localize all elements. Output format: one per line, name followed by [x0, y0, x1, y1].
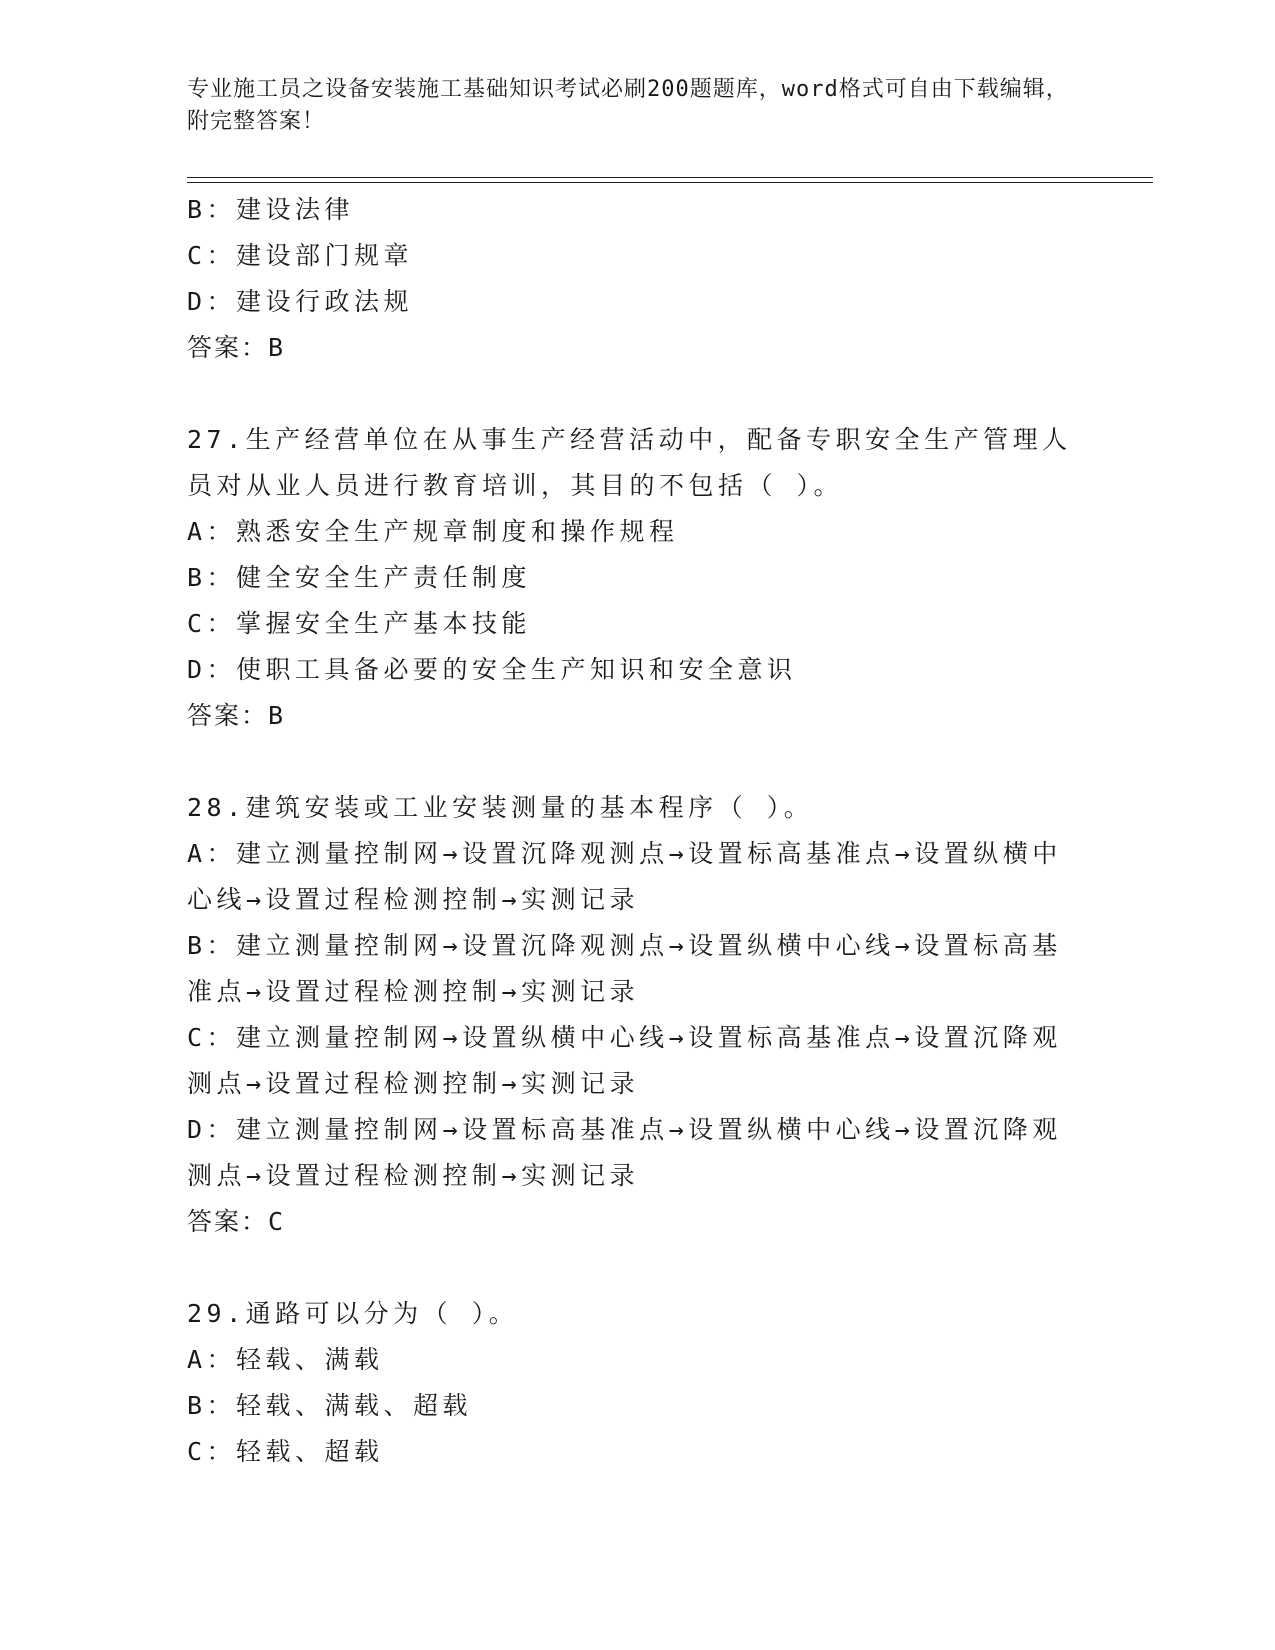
answer-value: B	[268, 701, 286, 730]
option-b: B：建设法律	[187, 195, 355, 224]
spacer	[187, 1245, 1087, 1291]
question-block-28	[187, 785, 1087, 1245]
option-a: A：轻载、满载	[187, 1345, 384, 1374]
option-a: A：熟悉安全生产规章制度和操作规程	[187, 517, 679, 546]
question-stem: 28.建筑安装或工业安装测量的基本程序（ ）。	[187, 793, 814, 822]
answer-label: 答案：	[187, 333, 269, 362]
answer-label: 答案：	[187, 701, 269, 730]
answer-line	[187, 325, 1087, 371]
spacer	[187, 739, 1087, 785]
option-d: D：建立测量控制网→设置标高基准点→设置纵横中心线→设置沉降观测点→设置过程检测控制→实测记录	[187, 1115, 1062, 1190]
option-c: C：掌握安全生产基本技能	[187, 609, 532, 638]
answer-line	[187, 1199, 1087, 1245]
option-c: C：建立测量控制网→设置纵横中心线→设置标高基准点→设置沉降观测点→设置过程检测控制→实测记录	[187, 1023, 1062, 1098]
answer-label: 答案：	[187, 1207, 269, 1236]
header-divider-top	[187, 177, 1153, 178]
option-d: D：建设行政法规	[187, 287, 414, 316]
option-d: D：使职工具备必要的安全生产知识和安全意识	[187, 655, 797, 684]
answer-value: C	[268, 1207, 286, 1236]
option-b: B：轻载、满载、超载	[187, 1391, 473, 1420]
document-header: 专业施工员之设备安装施工基础知识考试必刷200题题库，word格式可自由下载编辑，附完整答案！	[187, 77, 1069, 134]
answer-value: B	[268, 333, 286, 362]
question-block-29	[187, 1291, 1087, 1475]
document-body	[187, 187, 1087, 1475]
question-stem: 27.生产经营单位在从事生产经营活动中，配备专职安全生产管理人员对从业人员进行教育培训，其目的不包括（ ）。	[187, 425, 1072, 500]
option-c: C：建设部门规章	[187, 241, 414, 270]
option-b: B：建立测量控制网→设置沉降观测点→设置纵横中心线→设置标高基准点→设置过程检测控制→实测记录	[187, 931, 1062, 1006]
question-block-26	[187, 187, 1087, 371]
option-b: B：健全安全生产责任制度	[187, 563, 532, 592]
header-divider-bottom	[187, 182, 1153, 183]
option-a: A：建立测量控制网→设置沉降观测点→设置标高基准点→设置纵横中心线→设置过程检测控制→实测记录	[187, 839, 1062, 914]
option-c: C：轻载、超载	[187, 1437, 384, 1466]
question-stem: 29.通路可以分为（ ）。	[187, 1299, 519, 1328]
answer-line	[187, 693, 1087, 739]
question-block-27	[187, 417, 1087, 739]
spacer	[187, 371, 1087, 417]
